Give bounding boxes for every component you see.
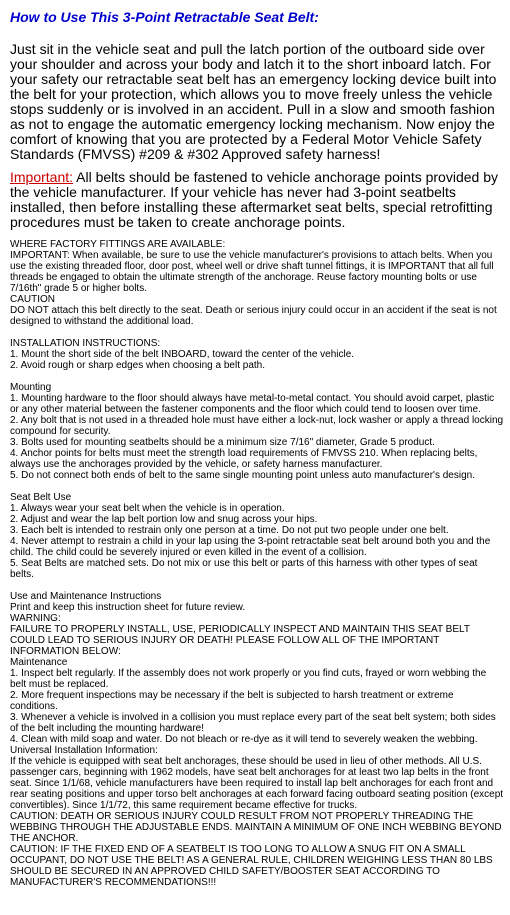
print-note: Print and keep this instruction sheet for future review. <box>10 602 246 613</box>
important-paragraph <box>10 170 504 230</box>
list-item: 3. Bolts used for mounting seatbelts should be a minimum size 7/16" diameter, Grade 5 product. <box>10 437 435 448</box>
list-item: 1. Mounting hardware to the floor should always have metal-to-metal contact. You should avoid carpet, plastic or any other material between the fastener components and the floor which could tend to loosen over time. <box>10 393 495 415</box>
seat-belt-use-section <box>10 492 504 580</box>
installation-heading: INSTALLATION INSTRUCTIONS: <box>10 338 161 349</box>
factory-heading: WHERE FACTORY FITTINGS ARE AVAILABLE: <box>10 239 226 250</box>
mounting-section <box>10 382 504 481</box>
list-item: 2. Any bolt that is not used in a threaded hole must have either a lock-nut, lock washer or apply a thread locking compound for security. <box>10 415 504 437</box>
factory-section <box>10 239 504 327</box>
important-text: All belts should be fastened to vehicle anchorage points provided by the vehicle manufacturer. If your vehicle has never had 3-point seatbelts installed, then before installing these aftermarket seat belts, special retrofitting procedures must be taken to create anchorage points. <box>10 169 498 230</box>
maintenance-heading: Maintenance <box>10 657 68 668</box>
list-item: 1. Mount the short side of the belt INBOARD, toward the center of the vehicle. <box>10 349 355 360</box>
caution-child: CAUTION: IF THE FIXED END OF A SEATBELT IS TOO LONG TO ALLOW A SNUG FIT ON A SMALL OCCUPANT, DO NOT USE THE BELT! AS A GENERAL RULE, CHILDREN WEIGHING LESS THAN 80 LBS SHOULD BE SECURED IN AN APPROVED CHILD SAFETY/BOOSTER SEAT ACCORDING TO MANUFACTURER'S RECOMMENDATIONS!!! <box>10 844 493 888</box>
installation-section <box>10 338 504 371</box>
universal-heading: Universal Installation Information: <box>10 745 158 756</box>
list-item: 2. More frequent inspections may be necessary if the belt is subjected to harsh treatment or extreme conditions. <box>10 690 454 712</box>
factory-important-text: IMPORTANT: When available, be sure to use the vehicle manufacturer's provisions to attach belts. When you use the existing threaded floor, door post, wheel well or drive shaft tunnel fittings, it is IMPORTANT that all full threads be engaged to obtain the ultimate strength of the anchorage. Reuse factory mounting bolts or use 7/16th" grade 5 or higher bolts. <box>10 250 494 294</box>
intro-paragraph: Just sit in the vehicle seat and pull the latch portion of the outboard side over your shoulder and across your body and latch it to the short inboard latch. For your safety our retractable seat belt has an emergency locking device built into the belt for your protection, which allows you to move freely unless the vehicle stops suddenly or is involved in an accident. Pull in a slow and smooth fashion as not to engage the automatic emergency locking mechanism. Now enjoy the comfort of knowing that you are protected by a Federal Motor Vehicle Safety Standards (FMVSS) #209 & #302 Approved safety harness! <box>10 41 497 162</box>
universal-text: If the vehicle is equipped with seat belt anchorages, these should be used in lieu of other methods. All U.S. passenger cars, beginning with 1962 models, have seat belt anchorages for at least two lap belts in the front seat. Since 1/1/68, vehicle manufacturers have been required to install lap belt anchorages for each front and rear seating positions and upper torso belt anchorages at each forward facing outboard seating position (except convertibles). Since 1/1/72, this same requirement became effective for trucks. <box>10 756 504 811</box>
maintenance-section <box>10 591 504 888</box>
list-item: 5. Seat Belts are matched sets. Do not mix or use this belt or parts of this harness with other types of seat belts. <box>10 558 478 580</box>
caution-text: DO NOT attach this belt directly to the seat. Death or serious injury could occur in an accident if the seat is not designed to withstand the additional load. <box>10 305 497 327</box>
mounting-heading: Mounting <box>10 382 52 393</box>
list-item: 3. Whenever a vehicle is involved in a collision you must replace every part of the seat belt system; both sides of the belt including the mounting hardware! <box>10 712 496 734</box>
list-item: 2. Avoid rough or sharp edges when choosing a belt path. <box>10 360 265 371</box>
warning-text: FAILURE TO PROPERLY INSTALL, USE, PERIODICALLY INSPECT AND MAINTAIN THIS SEAT BELT COULD LEAD TO SERIOUS INJURY OR DEATH! PLEASE FOLLOW ALL OF THE IMPORTANT INFORMATION BELOW: <box>10 624 470 657</box>
use-heading: Seat Belt Use <box>10 492 72 503</box>
caution-threading: CAUTION: DEATH OR SERIOUS INJURY COULD RESULT FROM NOT PROPERLY THREADING THE WEBBING THROUGH THE ADJUSTABLE ENDS. MAINTAIN A MINIMUM OF ONE INCH WEBBING BEYOND THE ANCHOR. <box>10 811 502 844</box>
list-item: 5. Do not connect both ends of belt to the same single mounting point unless auto manufacturer's design. <box>10 470 475 481</box>
list-item: 4. Never attempt to restrain a child in your lap using the 3-point retractable seat belt around both you and the child. The child could be severely injured or even killed in the event of a collision. <box>10 536 491 558</box>
list-item: 4. Clean with mild soap and water. Do not bleach or re-dye as it will tend to severely weaken the webbing. <box>10 734 478 745</box>
warning-heading: WARNING: <box>10 613 61 624</box>
list-item: 4. Anchor points for belts must meet the strength load requirements of FMVSS 210. When replacing belts, always use the anchorages provided by the vehicle, or safety harness manufacturer. <box>10 448 478 470</box>
list-item: 1. Always wear your seat belt when the vehicle is in operation. <box>10 503 285 514</box>
maintenance-title: Use and Maintenance Instructions <box>10 591 162 602</box>
page-title: How to Use This 3-Point Retractable Seat Belt: <box>10 9 319 25</box>
list-item: 3. Each belt is intended to restrain only one person at a time. Do not put two people under one belt. <box>10 525 449 536</box>
list-item: 2. Adjust and wear the lap belt portion low and snug across your hips. <box>10 514 318 525</box>
list-item: 1. Inspect belt regularly. If the assembly does not work properly or you find cuts, frayed or worn webbing the belt must be replaced. <box>10 668 487 690</box>
important-label: Important: <box>10 169 74 185</box>
caution-heading: CAUTION <box>10 294 55 305</box>
